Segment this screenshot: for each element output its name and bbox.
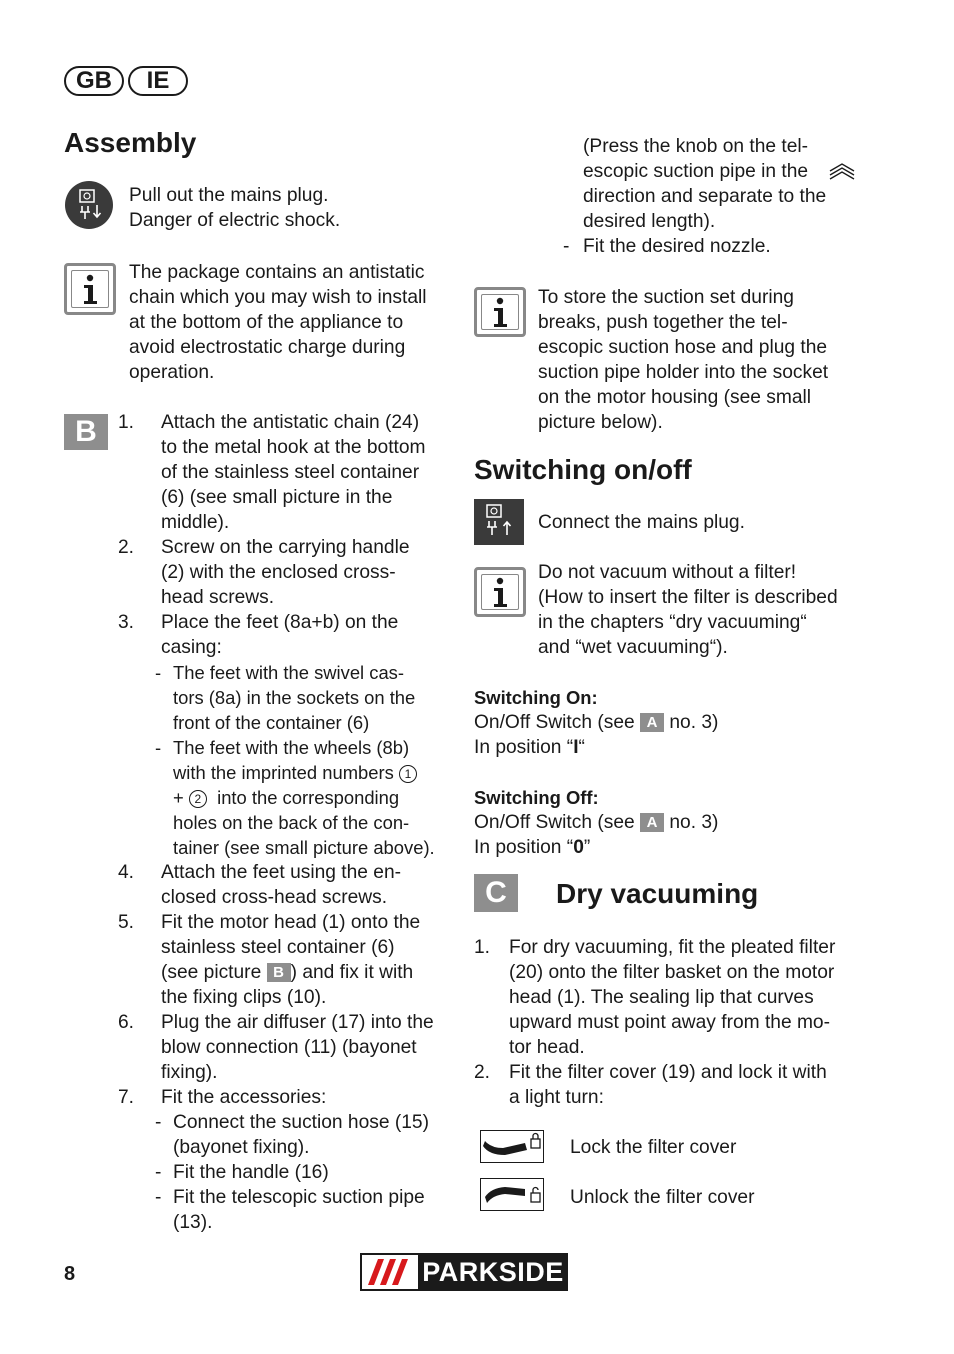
dry-step-2: 2. Fit the filter cover (19) and lock it with a light turn: bbox=[474, 1062, 827, 1108]
dry-vacuuming-title: Dry vacuuming bbox=[556, 878, 759, 909]
connect-plug-text: Connect the mains plug. bbox=[538, 512, 745, 533]
unlock-filter-text: Unlock the filter cover bbox=[570, 1187, 755, 1208]
language-badge-gb: GB bbox=[64, 66, 124, 96]
lock-icon bbox=[480, 1130, 544, 1163]
step-6: 6. Plug the air diffuser (17) into the blow connection (11) (bayonet fixing). bbox=[118, 1012, 434, 1083]
switching-on-block: Switching On: On/Off Switch (see A no. 3) In position “I“ bbox=[474, 685, 854, 760]
step-1: 1. Attach the antistatic chain (24) to the metal hook at the bottom of the stainless steel container (6) (see small picture in the middle). bbox=[118, 412, 426, 533]
info-icon bbox=[474, 287, 526, 337]
step-3: 3. Place the feet (8a+b) on the casing: bbox=[118, 612, 399, 658]
page-number: 8 bbox=[64, 1263, 76, 1285]
dry-step-1: 1. For dry vacuuming, fit the pleated filter (20) onto the filter basket on the motor head (1). The sealing lip that curves upward must point away from the mo- tor head. bbox=[474, 937, 836, 1058]
direction-arrows-icon bbox=[828, 162, 856, 180]
substep-3a: - The feet with the swivel cas- tors (8a) in the sockets on the front of the container (6) bbox=[155, 662, 416, 733]
switching-title: Switching on/off bbox=[474, 454, 692, 485]
unlock-icon bbox=[480, 1178, 544, 1211]
antistatic-info-text: The package contains an antistatic chain which you may wish to install at the bottom of the appliance to avoid electrostatic charge during operation. bbox=[129, 262, 427, 383]
step-2: 2. Screw on the carrying handle (2) with the enclosed cross- head screws. bbox=[118, 537, 410, 608]
substep-7b: - Fit the handle (16) bbox=[155, 1162, 329, 1183]
switching-on-heading: Switching On: bbox=[474, 687, 598, 708]
telescopic-continuation: (Press the knob on the tel- escopic suction pipe in the direction and separate to the desired length). bbox=[583, 134, 873, 234]
step-4: 4. Attach the feet using the en- closed cross-head screws. bbox=[118, 862, 402, 908]
picture-ref-badge-a: A bbox=[640, 713, 664, 732]
parkside-logo bbox=[360, 1253, 568, 1291]
substep-7c: - Fit the telescopic suction pipe (13). bbox=[155, 1187, 425, 1233]
language-badge-ie: IE bbox=[128, 66, 188, 96]
logo-stripes-icon bbox=[362, 1255, 418, 1289]
lock-filter-text: Lock the filter cover bbox=[570, 1137, 737, 1158]
plug-note: Pull out the mains plug. Danger of electric shock. bbox=[129, 185, 341, 231]
fit-nozzle-item: - Fit the desired nozzle. bbox=[563, 236, 771, 257]
substep-3b: - The feet with the wheels (8b) with the imprinted numbers 1 + 2 into the corresponding holes on the back of the con- tainer (see small picture above). bbox=[155, 737, 435, 858]
filter-warning-text: Do not vacuum without a filter! (How to insert the filter is described in the chapters “dry vacuuming“ and “wet vacuuming“). bbox=[538, 562, 838, 658]
picture-ref-badge-b: B bbox=[267, 963, 291, 982]
switching-off-block: Switching Off: On/Off Switch (see A no. 3) In position “0” bbox=[474, 785, 854, 860]
store-info-text: To store the suction set during breaks, push together the tel- escopic suction hose and plug the suction pipe holder into the socket on the motor housing (see small picture below). bbox=[538, 287, 829, 433]
plug-in-icon bbox=[474, 499, 524, 545]
switching-off-heading: Switching Off: bbox=[474, 787, 599, 808]
unplug-icon bbox=[64, 180, 114, 230]
circled-number-1: 1 bbox=[399, 765, 417, 783]
substep-7a: - Connect the suction hose (15) (bayonet fixing). bbox=[155, 1112, 429, 1158]
info-icon bbox=[474, 567, 526, 617]
assembly-title: Assembly bbox=[64, 127, 197, 158]
step-7: 7. Fit the accessories: bbox=[118, 1087, 327, 1108]
picture-badge-b: B bbox=[64, 414, 108, 450]
info-icon bbox=[64, 263, 116, 315]
picture-ref-badge-a: A bbox=[640, 813, 664, 832]
circled-number-2: 2 bbox=[189, 790, 207, 808]
picture-badge-c: C bbox=[474, 874, 518, 912]
step-5: 5. Fit the motor head (1) onto the stainless steel container (6) (see picture B ) and fix it with the fixing clips (10). bbox=[118, 912, 421, 1008]
brand-name: PARKSIDE bbox=[422, 1257, 564, 1287]
